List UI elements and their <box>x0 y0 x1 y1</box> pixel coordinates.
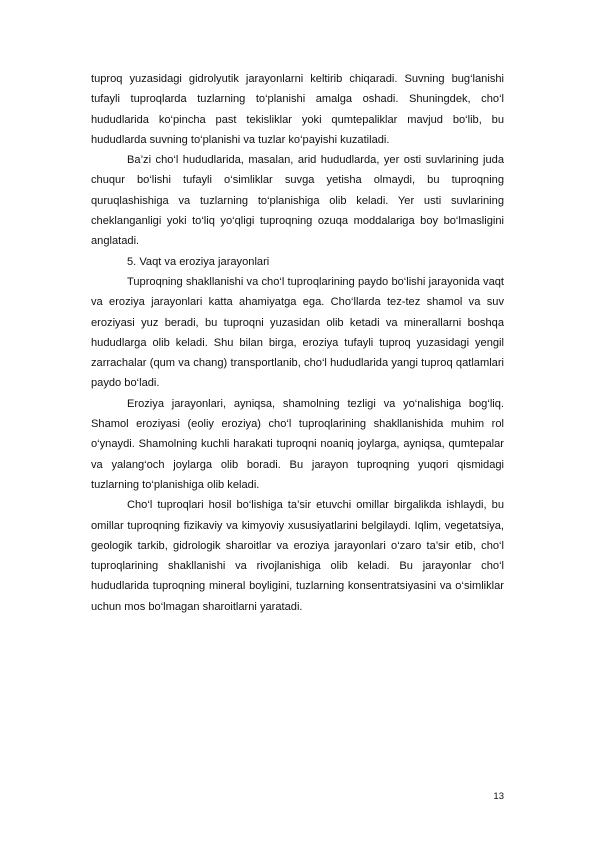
body-paragraph: tuproq yuzasidagi gidrolyutik jarayonlarni keltirib chiqaradi. Suvning bug‘lanishi tufayli tuproqlarda tuzlarning to‘planishi amalga oshadi. Shuningdek, cho‘l hududlarida ko‘pincha past tekisliklar yoki qumtepaliklar mavjud bo‘lib, bu hududlarda suvning to‘planishi va tuzlar ko‘payishi kuzatiladi. <box>91 73 504 146</box>
body-paragraph: Eroziya jarayonlari, ayniqsa, shamolning tezligi va yo‘nalishiga bog‘liq. Shamol eroziyasi (eoliy eroziya) cho‘l tuproqlarining shakllanishida muhim rol o‘ynaydi. Shamolning kuchli harakati tuproqni noaniq joylarga, ayniqsa, qumtepalar va yalang‘och joylarga olib boradi. Bu jarayon tuproqning yuqori qismidagi tuzlarning to‘planishiga olib keladi. <box>91 397 504 491</box>
page-body <box>91 69 504 617</box>
page-number: 13 <box>493 791 504 802</box>
body-paragraph: Cho‘l tuproqlari hosil bo‘lishiga ta’sir etuvchi omillar birgalikda ishlaydi, bu omillar tuproqning fizikaviy va kimyoviy xususiyatlarini belgilaydi. Iqlim, vegetatsiya, geologik tarkib, gidrologik sharoitlar va eroziya jarayonlari o‘zaro ta’sir etib, cho‘l tuproqlarining shakllanishi va rivojlanishiga olib keladi. Bu jarayonlar cho‘l hududlarida tuproqning mineral boyligini, tuzlarning konsentratsiyasini va o‘simliklar uchun mos bo‘lmagan sharoitlarni yaratadi. <box>91 499 504 613</box>
body-paragraph: Tuproqning shakllanishi va cho‘l tuproqlarining paydo bo‘lishi jarayonida vaqt va eroziya jarayonlari katta ahamiyatga ega. Cho‘llarda tez-tez shamol va suv eroziyasi yuz beradi, bu tuproqni yuzasidan olib ketadi va minerallarni boshqa hududlarga olib keladi. Shu bilan birga, eroziya tufayli tuproq yuzasidagi yengil zarrachalar (qum va chang) transportlanib, cho‘l hududlarida yangi tuproq qatlamlari paydo bo‘ladi. <box>91 275 504 390</box>
body-paragraph: Ba’zi cho‘l hududlarida, masalan, arid hududlarda, yer osti suvlarining juda chuqur bo‘lishi tufayli o‘simliklar suvga yetisha olmaydi, bu tuproqning quruqlashishiga va tuzlarning to‘planishiga olib keladi. Yer usti suvlarining cheklanganligi yoki to‘liq yo‘qligi tuproqning ozuqa moddalariga boy bo‘lmasligini anglatadi. <box>91 154 504 248</box>
section-heading: 5. Vaqt va eroziya jarayonlari <box>127 255 270 268</box>
